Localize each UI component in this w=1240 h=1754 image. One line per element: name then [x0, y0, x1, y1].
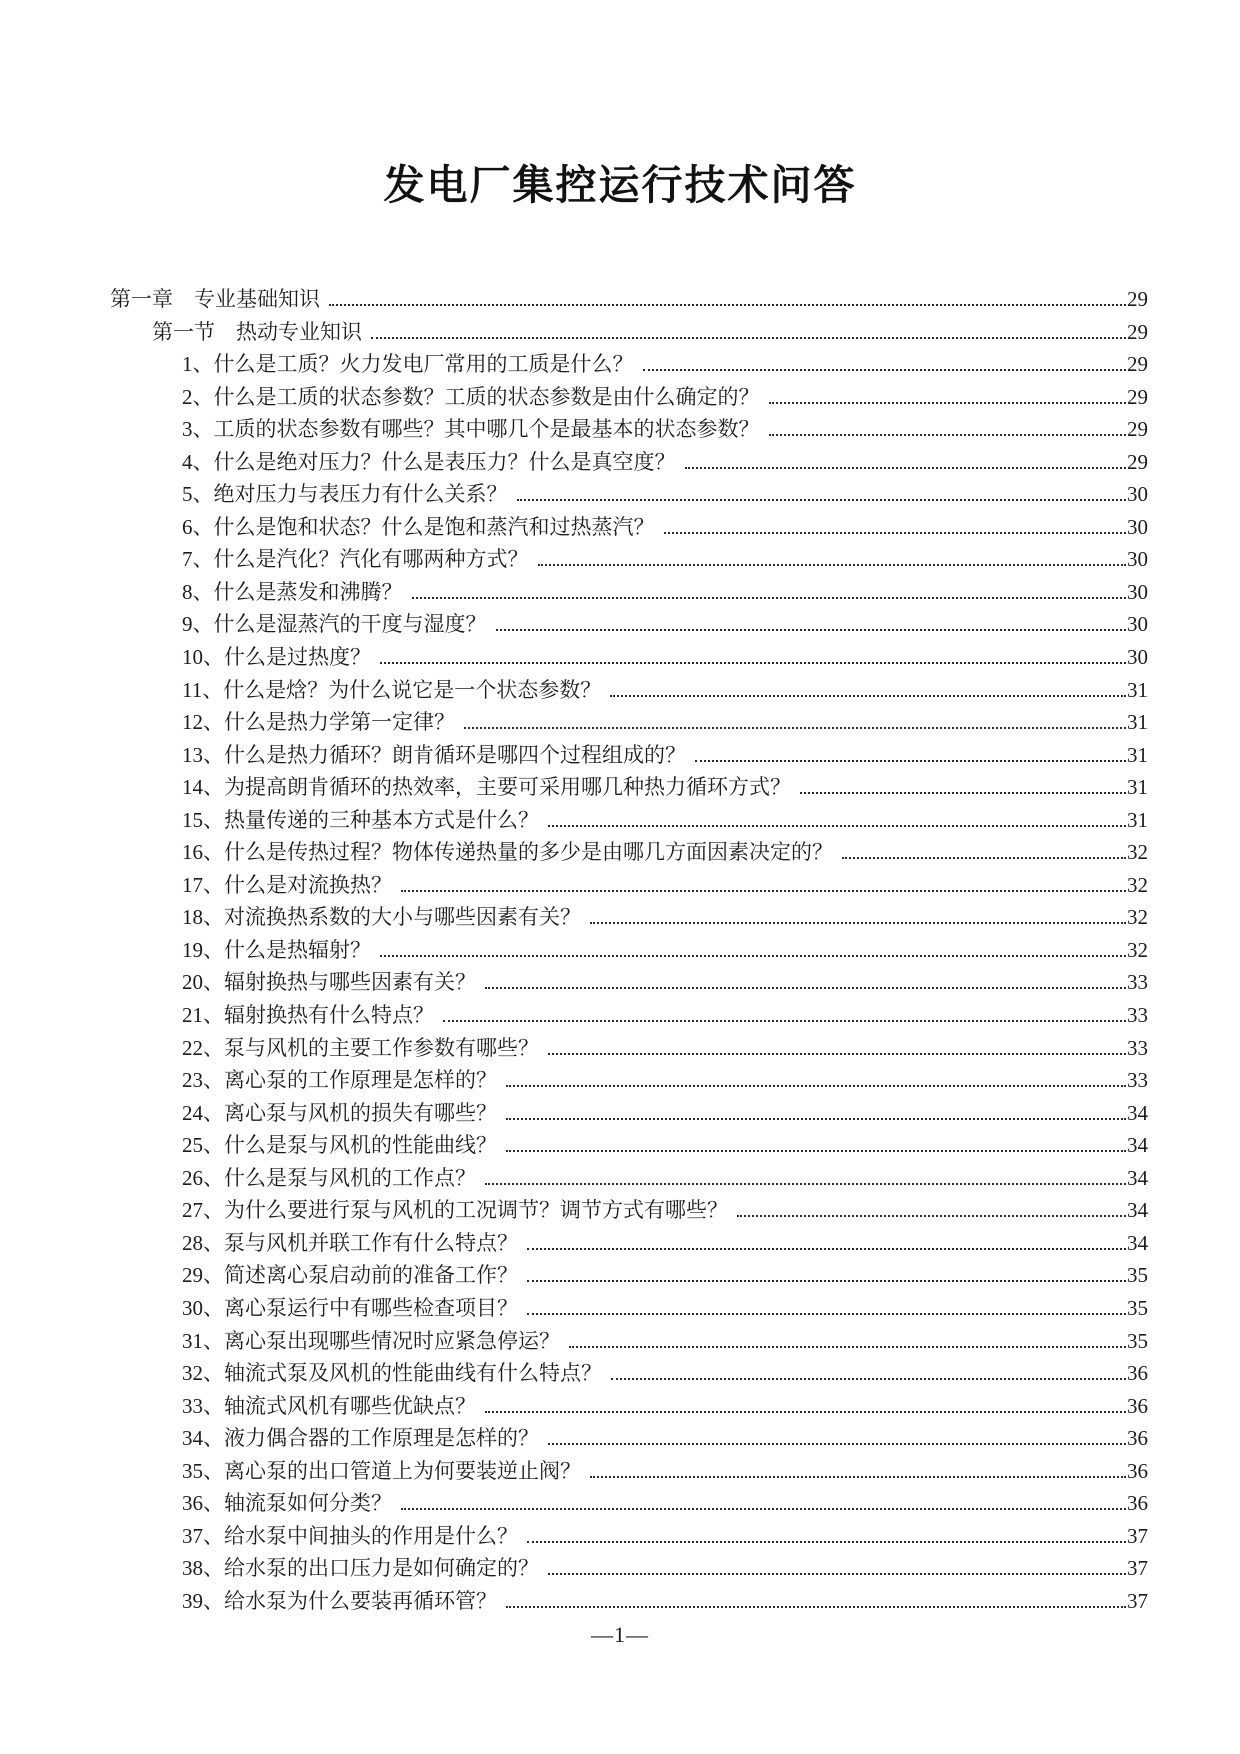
toc-dot-leader: [380, 955, 1126, 957]
toc-entry-label: 19、什么是热辐射？: [182, 937, 371, 962]
toc-entry-label: 39、给水泵为什么要装再循环管？: [182, 1588, 497, 1613]
toc-dot-leader: [443, 1020, 1126, 1022]
toc-row: [110, 413, 1148, 446]
toc-row: [110, 1194, 1148, 1227]
toc-page-number: 33: [1127, 1003, 1148, 1028]
toc-entry-label: 28、泵与风机并联工作有什么特点？: [182, 1230, 518, 1255]
table-of-contents: [110, 283, 1148, 1617]
toc-entry-label: 2、什么是工质的状态参数？工质的状态参数是由什么确定的？: [182, 384, 760, 409]
toc-page-number: 34: [1127, 1230, 1148, 1255]
toc-dot-leader: [548, 1573, 1126, 1575]
toc-page-number: 35: [1127, 1263, 1148, 1288]
toc-dot-leader: [590, 922, 1126, 924]
toc-dot-leader: [517, 499, 1127, 501]
toc-row: [110, 1097, 1148, 1130]
toc-page-number: 36: [1127, 1491, 1148, 1516]
toc-entry-label: 13、什么是热力循环？朗肯循环是哪四个过程组成的？: [182, 742, 686, 767]
toc-page-number: 31: [1127, 775, 1148, 800]
toc-dot-leader: [548, 1053, 1126, 1055]
toc-entry-label: 6、什么是饱和状态？什么是饱和蒸汽和过热蒸汽？: [182, 514, 655, 539]
toc-page-number: 32: [1127, 872, 1148, 897]
toc-dot-leader: [769, 402, 1127, 404]
toc-entry-label: 31、离心泵出现哪些情况时应紧急停运？: [182, 1328, 560, 1353]
toc-page-number: 32: [1127, 937, 1148, 962]
page-number-footer: —1—: [591, 1622, 649, 1647]
toc-entry-label: 第一章 专业基础知识: [110, 287, 320, 311]
toc-entry-label: 11、什么是焓？为什么说它是一个状态参数？: [182, 677, 602, 702]
toc-entry-label: 1、什么是工质？火力发电厂常用的工质是什么？: [182, 352, 634, 377]
toc-dot-leader: [527, 1313, 1126, 1315]
toc-row: [110, 1455, 1148, 1488]
toc-entry-label: 33、轴流式风机有哪些优缺点？: [182, 1393, 476, 1418]
toc-row: [110, 283, 1148, 316]
toc-row: [110, 706, 1148, 739]
toc-page-number: 29: [1127, 417, 1148, 442]
toc-entry-label: 12、什么是热力学第一定律？: [182, 710, 455, 735]
toc-page-number: 33: [1127, 970, 1148, 995]
toc-row: [110, 999, 1148, 1032]
toc-entry-label: 27、为什么要进行泵与风机的工况调节？调节方式有哪些？: [182, 1198, 728, 1223]
toc-dot-leader: [800, 792, 1126, 794]
toc-entry-label: 7、什么是汽化？汽化有哪两种方式？: [182, 547, 529, 572]
toc-row: [110, 446, 1148, 479]
toc-entry-label: 17、什么是对流换热？: [182, 872, 392, 897]
toc-dot-leader: [506, 1118, 1126, 1120]
toc-entry-label: 15、热量传递的三种基本方式是什么？: [182, 807, 539, 832]
toc-entry-label: 5、绝对压力与表压力有什么关系？: [182, 482, 508, 507]
toc-dot-leader: [548, 1443, 1126, 1445]
toc-row: [110, 576, 1148, 609]
toc-row: [110, 1325, 1148, 1358]
toc-page-number: 34: [1127, 1198, 1148, 1223]
toc-entry-label: 10、什么是过热度？: [182, 645, 371, 670]
toc-row: [110, 1064, 1148, 1097]
toc-row: [110, 1357, 1148, 1390]
toc-dot-leader: [685, 467, 1127, 469]
toc-page-number: 29: [1127, 384, 1148, 409]
toc-entry-label: 34、液力偶合器的工作原理是怎样的？: [182, 1426, 539, 1451]
toc-dot-leader: [664, 532, 1127, 534]
toc-dot-leader: [527, 1541, 1126, 1543]
toc-row: [110, 1585, 1148, 1618]
toc-dot-leader: [769, 434, 1127, 436]
toc-dot-leader: [527, 1280, 1126, 1282]
toc-row: [110, 1422, 1148, 1455]
toc-row: [110, 641, 1148, 674]
toc-dot-leader: [611, 1378, 1126, 1380]
toc-row: [110, 316, 1148, 349]
toc-entry-label: 21、辐射换热有什么特点？: [182, 1003, 434, 1028]
toc-row: [110, 739, 1148, 772]
toc-page-number: 29: [1127, 319, 1148, 344]
toc-row: [110, 804, 1148, 837]
toc-entry-label: 18、对流换热系数的大小与哪些因素有关？: [182, 905, 581, 930]
toc-page-number: 31: [1127, 807, 1148, 832]
toc-page-number: 29: [1127, 449, 1148, 474]
toc-page-number: 30: [1127, 547, 1148, 572]
toc-row: [110, 869, 1148, 902]
toc-page-number: 34: [1127, 1100, 1148, 1125]
toc-dot-leader: [527, 1248, 1126, 1250]
toc-entry-label: 35、离心泵的出口管道上为何要装逆止阀？: [182, 1458, 581, 1483]
toc-row: [110, 934, 1148, 967]
toc-row: [110, 1520, 1148, 1553]
toc-dot-leader: [401, 1508, 1126, 1510]
toc-page-number: 36: [1127, 1393, 1148, 1418]
toc-entry-label: 32、轴流式泵及风机的性能曲线有什么特点？: [182, 1361, 602, 1386]
toc-page-number: 33: [1127, 1068, 1148, 1093]
toc-page-number: 30: [1127, 645, 1148, 670]
toc-entry-label: 3、工质的状态参数有哪些？其中哪几个是最基本的状态参数？: [182, 417, 760, 442]
toc-entry-label: 14、为提高朗肯循环的热效率，主要可采用哪几种热力循环方式？: [182, 775, 791, 800]
toc-page-number: 35: [1127, 1328, 1148, 1353]
toc-entry-label: 30、离心泵运行中有哪些检查项目？: [182, 1295, 518, 1320]
toc-row: [110, 1259, 1148, 1292]
toc-page-number: 30: [1127, 579, 1148, 604]
toc-row: [110, 771, 1148, 804]
toc-dot-leader: [538, 564, 1127, 566]
toc-dot-leader: [329, 304, 1126, 306]
toc-row: [110, 1390, 1148, 1423]
toc-page-number: 37: [1127, 1556, 1148, 1581]
toc-dot-leader: [548, 825, 1126, 827]
toc-page-number: 36: [1127, 1426, 1148, 1451]
toc-dot-leader: [380, 662, 1126, 664]
toc-row: [110, 901, 1148, 934]
toc-dot-leader: [464, 727, 1126, 729]
toc-page-number: 34: [1127, 1165, 1148, 1190]
toc-dot-leader: [506, 1085, 1126, 1087]
toc-dot-leader: [569, 1346, 1126, 1348]
toc-dot-leader: [496, 629, 1127, 631]
toc-entry-label: 36、轴流泵如何分类？: [182, 1491, 392, 1516]
toc-dot-leader: [371, 337, 1126, 339]
toc-page-number: 31: [1127, 710, 1148, 735]
toc-dot-leader: [401, 890, 1126, 892]
toc-row: [110, 1292, 1148, 1325]
toc-dot-leader: [610, 695, 1126, 697]
toc-dot-leader: [643, 369, 1127, 371]
toc-row: [110, 608, 1148, 641]
toc-entry-label: 38、给水泵的出口压力是如何确定的？: [182, 1556, 539, 1581]
toc-page-number: 36: [1127, 1458, 1148, 1483]
toc-row: [110, 381, 1148, 414]
toc-dot-leader: [485, 1411, 1126, 1413]
toc-dot-leader: [737, 1215, 1126, 1217]
toc-row: [110, 1162, 1148, 1195]
toc-page-number: 33: [1127, 1035, 1148, 1060]
toc-page-number: 34: [1127, 1133, 1148, 1158]
page-title: 发电厂集控运行技术问答: [383, 162, 857, 208]
toc-page-number: 30: [1127, 482, 1148, 507]
toc-row: [110, 511, 1148, 544]
toc-page-number: 30: [1127, 514, 1148, 539]
toc-page-number: 37: [1127, 1588, 1148, 1613]
toc-dot-leader: [485, 987, 1126, 989]
toc-row: [110, 1227, 1148, 1260]
toc-entry-label: 25、什么是泵与风机的性能曲线？: [182, 1133, 497, 1158]
toc-dot-leader: [506, 1606, 1126, 1608]
toc-dot-leader: [485, 1183, 1126, 1185]
toc-page-number: 30: [1127, 612, 1148, 637]
toc-entry-label: 37、给水泵中间抽头的作用是什么？: [182, 1523, 518, 1548]
toc-dot-leader: [506, 1150, 1126, 1152]
toc-dot-leader: [412, 597, 1127, 599]
toc-entry-label: 9、什么是湿蒸汽的干度与湿度？: [182, 612, 487, 637]
toc-row: [110, 1552, 1148, 1585]
toc-page-number: 35: [1127, 1295, 1148, 1320]
toc-page-number: 29: [1127, 287, 1148, 311]
toc-entry-label: 8、什么是蒸发和沸腾？: [182, 579, 403, 604]
toc-dot-leader: [590, 1476, 1126, 1478]
toc-row: [110, 836, 1148, 869]
toc-page-number: 32: [1127, 905, 1148, 930]
toc-entry-label: 16、什么是传热过程？物体传递热量的多少是由哪几方面因素决定的？: [182, 840, 833, 865]
toc-entry-label: 22、泵与风机的主要工作参数有哪些？: [182, 1035, 539, 1060]
toc-row: [110, 1487, 1148, 1520]
toc-entry-label: 23、离心泵的工作原理是怎样的？: [182, 1068, 497, 1093]
toc-row: [110, 674, 1148, 707]
toc-entry-label: 20、辐射换热与哪些因素有关？: [182, 970, 476, 995]
toc-entry-label: 4、什么是绝对压力？什么是表压力？什么是真空度？: [182, 449, 676, 474]
toc-entry-label: 26、什么是泵与风机的工作点？: [182, 1165, 476, 1190]
toc-page-number: 36: [1127, 1361, 1148, 1386]
toc-row: [110, 348, 1148, 381]
toc-page-number: 29: [1127, 352, 1148, 377]
toc-page-number: 37: [1127, 1523, 1148, 1548]
toc-entry-label: 第一节 热动专业知识: [152, 319, 362, 344]
toc-row: [110, 478, 1148, 511]
toc-row: [110, 543, 1148, 576]
toc-row: [110, 966, 1148, 999]
toc-dot-leader: [842, 857, 1126, 859]
toc-dot-leader: [695, 760, 1126, 762]
toc-page-number: 32: [1127, 840, 1148, 865]
toc-row: [110, 1129, 1148, 1162]
toc-row: [110, 1032, 1148, 1065]
toc-entry-label: 29、简述离心泵启动前的准备工作？: [182, 1263, 518, 1288]
toc-entry-label: 24、离心泵与风机的损失有哪些？: [182, 1100, 497, 1125]
toc-page-number: 31: [1127, 677, 1148, 702]
toc-page-number: 31: [1127, 742, 1148, 767]
